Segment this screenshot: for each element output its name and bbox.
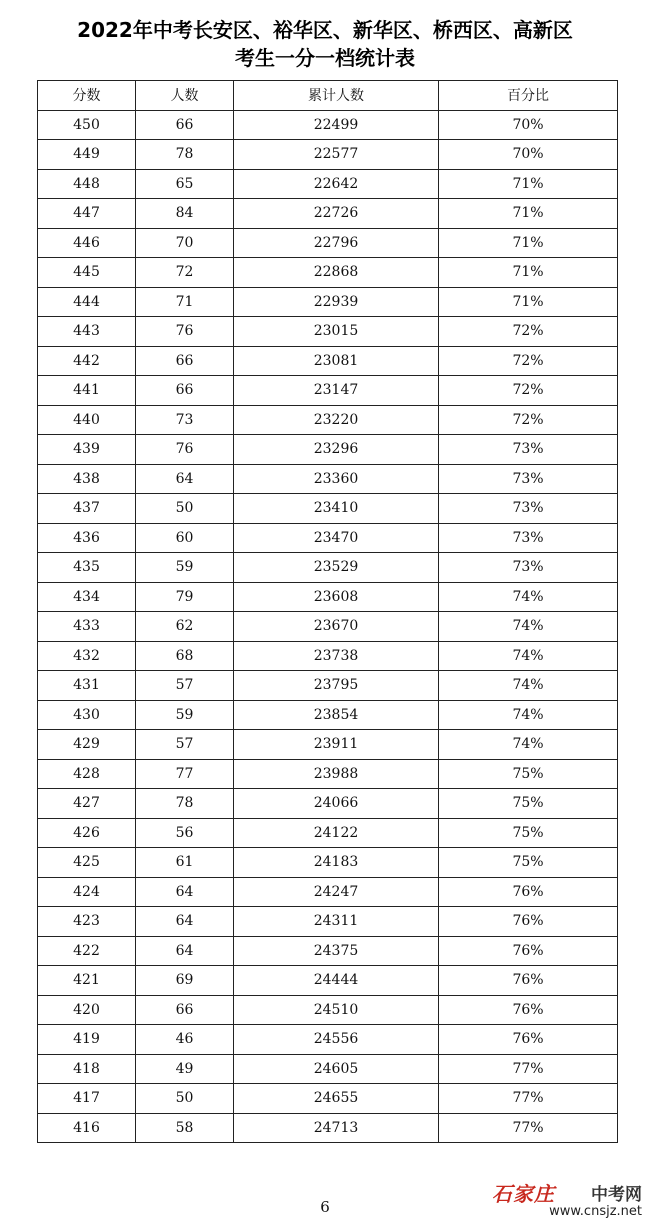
cell-count: 46 xyxy=(136,1025,234,1055)
table-row xyxy=(38,877,618,907)
cell-percentage: 75% xyxy=(439,848,618,878)
cell-count: 60 xyxy=(136,523,234,553)
cell-cumulative: 24605 xyxy=(234,1054,439,1084)
cell-cumulative: 23911 xyxy=(234,730,439,760)
cell-score: 438 xyxy=(38,464,136,494)
cell-score: 423 xyxy=(38,907,136,937)
cell-count: 59 xyxy=(136,700,234,730)
cell-score: 440 xyxy=(38,405,136,435)
cell-count: 66 xyxy=(136,110,234,140)
cell-percentage: 70% xyxy=(439,140,618,170)
cell-count: 50 xyxy=(136,1084,234,1114)
cell-count: 59 xyxy=(136,553,234,583)
cell-count: 66 xyxy=(136,376,234,406)
cell-count: 69 xyxy=(136,966,234,996)
cell-cumulative: 23015 xyxy=(234,317,439,347)
cell-count: 84 xyxy=(136,199,234,229)
watermark-logo xyxy=(492,1178,642,1222)
cell-cumulative: 23220 xyxy=(234,405,439,435)
cell-percentage: 71% xyxy=(439,169,618,199)
cell-count: 64 xyxy=(136,936,234,966)
cell-count: 65 xyxy=(136,169,234,199)
cell-count: 78 xyxy=(136,140,234,170)
header-percentage: 百分比 xyxy=(439,81,618,111)
cell-percentage: 75% xyxy=(439,759,618,789)
cell-percentage: 74% xyxy=(439,582,618,612)
cell-cumulative: 24375 xyxy=(234,936,439,966)
cell-percentage: 73% xyxy=(439,464,618,494)
cell-score: 436 xyxy=(38,523,136,553)
table-row xyxy=(38,435,618,465)
table-row xyxy=(38,700,618,730)
cell-score: 437 xyxy=(38,494,136,524)
cell-percentage: 77% xyxy=(439,1084,618,1114)
cell-score: 435 xyxy=(38,553,136,583)
cell-count: 64 xyxy=(136,907,234,937)
cell-percentage: 74% xyxy=(439,671,618,701)
table-row xyxy=(38,995,618,1025)
cell-score: 441 xyxy=(38,376,136,406)
score-distribution-table xyxy=(37,80,618,1143)
cell-count: 72 xyxy=(136,258,234,288)
cell-count: 76 xyxy=(136,317,234,347)
cell-cumulative: 23988 xyxy=(234,759,439,789)
cell-score: 428 xyxy=(38,759,136,789)
cell-cumulative: 24183 xyxy=(234,848,439,878)
cell-cumulative: 22939 xyxy=(234,287,439,317)
cell-count: 71 xyxy=(136,287,234,317)
table-row xyxy=(38,818,618,848)
cell-percentage: 72% xyxy=(439,346,618,376)
cell-cumulative: 24311 xyxy=(234,907,439,937)
cell-cumulative: 22499 xyxy=(234,110,439,140)
cell-percentage: 76% xyxy=(439,907,618,937)
cell-cumulative: 24655 xyxy=(234,1084,439,1114)
table-row xyxy=(38,1025,618,1055)
cell-cumulative: 23470 xyxy=(234,523,439,553)
cell-percentage: 74% xyxy=(439,730,618,760)
cell-score: 431 xyxy=(38,671,136,701)
cell-count: 62 xyxy=(136,612,234,642)
cell-percentage: 76% xyxy=(439,877,618,907)
page-number: 6 xyxy=(320,1198,330,1216)
cell-score: 442 xyxy=(38,346,136,376)
table-header-row xyxy=(38,81,618,111)
table-body xyxy=(38,110,618,1143)
table-row xyxy=(38,671,618,701)
cell-score: 430 xyxy=(38,700,136,730)
table-row xyxy=(38,848,618,878)
cell-score: 426 xyxy=(38,818,136,848)
cell-percentage: 77% xyxy=(439,1113,618,1143)
cell-count: 56 xyxy=(136,818,234,848)
cell-percentage: 73% xyxy=(439,494,618,524)
cell-cumulative: 22642 xyxy=(234,169,439,199)
cell-percentage: 73% xyxy=(439,553,618,583)
table-row xyxy=(38,936,618,966)
cell-count: 78 xyxy=(136,789,234,819)
cell-cumulative: 23081 xyxy=(234,346,439,376)
cell-cumulative: 23296 xyxy=(234,435,439,465)
table-row xyxy=(38,582,618,612)
cell-score: 447 xyxy=(38,199,136,229)
cell-score: 444 xyxy=(38,287,136,317)
table-row xyxy=(38,405,618,435)
cell-count: 66 xyxy=(136,346,234,376)
cell-cumulative: 22726 xyxy=(234,199,439,229)
cell-count: 66 xyxy=(136,995,234,1025)
table-row xyxy=(38,966,618,996)
cell-percentage: 73% xyxy=(439,435,618,465)
table-row xyxy=(38,907,618,937)
table-row xyxy=(38,376,618,406)
cell-percentage: 74% xyxy=(439,700,618,730)
table-row xyxy=(38,258,618,288)
cell-percentage: 70% xyxy=(439,110,618,140)
cell-cumulative: 24444 xyxy=(234,966,439,996)
cell-score: 417 xyxy=(38,1084,136,1114)
cell-cumulative: 24510 xyxy=(234,995,439,1025)
cell-percentage: 71% xyxy=(439,199,618,229)
table-row xyxy=(38,140,618,170)
table-row xyxy=(38,464,618,494)
table-row xyxy=(38,523,618,553)
cell-cumulative: 24247 xyxy=(234,877,439,907)
cell-score: 434 xyxy=(38,582,136,612)
table-row xyxy=(38,317,618,347)
cell-score: 422 xyxy=(38,936,136,966)
cell-count: 57 xyxy=(136,730,234,760)
cell-count: 68 xyxy=(136,641,234,671)
cell-score: 416 xyxy=(38,1113,136,1143)
cell-percentage: 73% xyxy=(439,523,618,553)
cell-score: 445 xyxy=(38,258,136,288)
cell-count: 73 xyxy=(136,405,234,435)
watermark-brand: 石家庄 xyxy=(492,1182,555,1206)
cell-percentage: 72% xyxy=(439,317,618,347)
cell-percentage: 76% xyxy=(439,995,618,1025)
table-row xyxy=(38,1054,618,1084)
cell-score: 425 xyxy=(38,848,136,878)
cell-cumulative: 24122 xyxy=(234,818,439,848)
cell-count: 64 xyxy=(136,464,234,494)
cell-score: 419 xyxy=(38,1025,136,1055)
table-row xyxy=(38,641,618,671)
cell-count: 77 xyxy=(136,759,234,789)
table-row xyxy=(38,199,618,229)
cell-count: 57 xyxy=(136,671,234,701)
cell-score: 432 xyxy=(38,641,136,671)
cell-score: 427 xyxy=(38,789,136,819)
cell-cumulative: 23608 xyxy=(234,582,439,612)
cell-score: 446 xyxy=(38,228,136,258)
cell-score: 433 xyxy=(38,612,136,642)
cell-cumulative: 23738 xyxy=(234,641,439,671)
cell-count: 50 xyxy=(136,494,234,524)
header-count: 人数 xyxy=(136,81,234,111)
cell-score: 448 xyxy=(38,169,136,199)
cell-percentage: 75% xyxy=(439,789,618,819)
cell-count: 70 xyxy=(136,228,234,258)
cell-score: 424 xyxy=(38,877,136,907)
cell-score: 421 xyxy=(38,966,136,996)
cell-cumulative: 22868 xyxy=(234,258,439,288)
cell-score: 439 xyxy=(38,435,136,465)
cell-score: 443 xyxy=(38,317,136,347)
cell-count: 49 xyxy=(136,1054,234,1084)
cell-count: 64 xyxy=(136,877,234,907)
watermark-url: www.cnsjz.net xyxy=(549,1204,642,1219)
cell-percentage: 75% xyxy=(439,818,618,848)
cell-cumulative: 23854 xyxy=(234,700,439,730)
cell-percentage: 71% xyxy=(439,258,618,288)
cell-count: 79 xyxy=(136,582,234,612)
cell-percentage: 76% xyxy=(439,1025,618,1055)
cell-percentage: 74% xyxy=(439,641,618,671)
cell-cumulative: 23147 xyxy=(234,376,439,406)
cell-percentage: 72% xyxy=(439,405,618,435)
cell-score: 449 xyxy=(38,140,136,170)
cell-cumulative: 23795 xyxy=(234,671,439,701)
table-row xyxy=(38,1113,618,1143)
cell-cumulative: 23670 xyxy=(234,612,439,642)
cell-score: 420 xyxy=(38,995,136,1025)
cell-cumulative: 24556 xyxy=(234,1025,439,1055)
cell-count: 61 xyxy=(136,848,234,878)
header-cumulative: 累计人数 xyxy=(234,81,439,111)
table-row xyxy=(38,110,618,140)
cell-cumulative: 22796 xyxy=(234,228,439,258)
watermark-site-name: 中考网 xyxy=(591,1185,642,1205)
table-row xyxy=(38,1084,618,1114)
table-row xyxy=(38,553,618,583)
cell-cumulative: 23360 xyxy=(234,464,439,494)
table-row xyxy=(38,612,618,642)
cell-percentage: 77% xyxy=(439,1054,618,1084)
table-row xyxy=(38,287,618,317)
cell-percentage: 71% xyxy=(439,228,618,258)
cell-count: 58 xyxy=(136,1113,234,1143)
table-row xyxy=(38,789,618,819)
cell-score: 418 xyxy=(38,1054,136,1084)
document-title-line-2: 考生一分一档统计表 xyxy=(235,46,415,70)
cell-percentage: 72% xyxy=(439,376,618,406)
document-title-line-1: 2022年中考长安区、裕华区、新华区、桥西区、高新区 xyxy=(77,18,573,42)
cell-percentage: 76% xyxy=(439,966,618,996)
table-row xyxy=(38,494,618,524)
header-score: 分数 xyxy=(38,81,136,111)
cell-count: 76 xyxy=(136,435,234,465)
cell-score: 450 xyxy=(38,110,136,140)
cell-percentage: 74% xyxy=(439,612,618,642)
cell-cumulative: 24066 xyxy=(234,789,439,819)
table-row xyxy=(38,169,618,199)
cell-cumulative: 23410 xyxy=(234,494,439,524)
cell-percentage: 71% xyxy=(439,287,618,317)
cell-score: 429 xyxy=(38,730,136,760)
cell-percentage: 76% xyxy=(439,936,618,966)
table-row xyxy=(38,730,618,760)
cell-cumulative: 23529 xyxy=(234,553,439,583)
table-row xyxy=(38,346,618,376)
table-row xyxy=(38,228,618,258)
cell-cumulative: 24713 xyxy=(234,1113,439,1143)
cell-cumulative: 22577 xyxy=(234,140,439,170)
table-row xyxy=(38,759,618,789)
